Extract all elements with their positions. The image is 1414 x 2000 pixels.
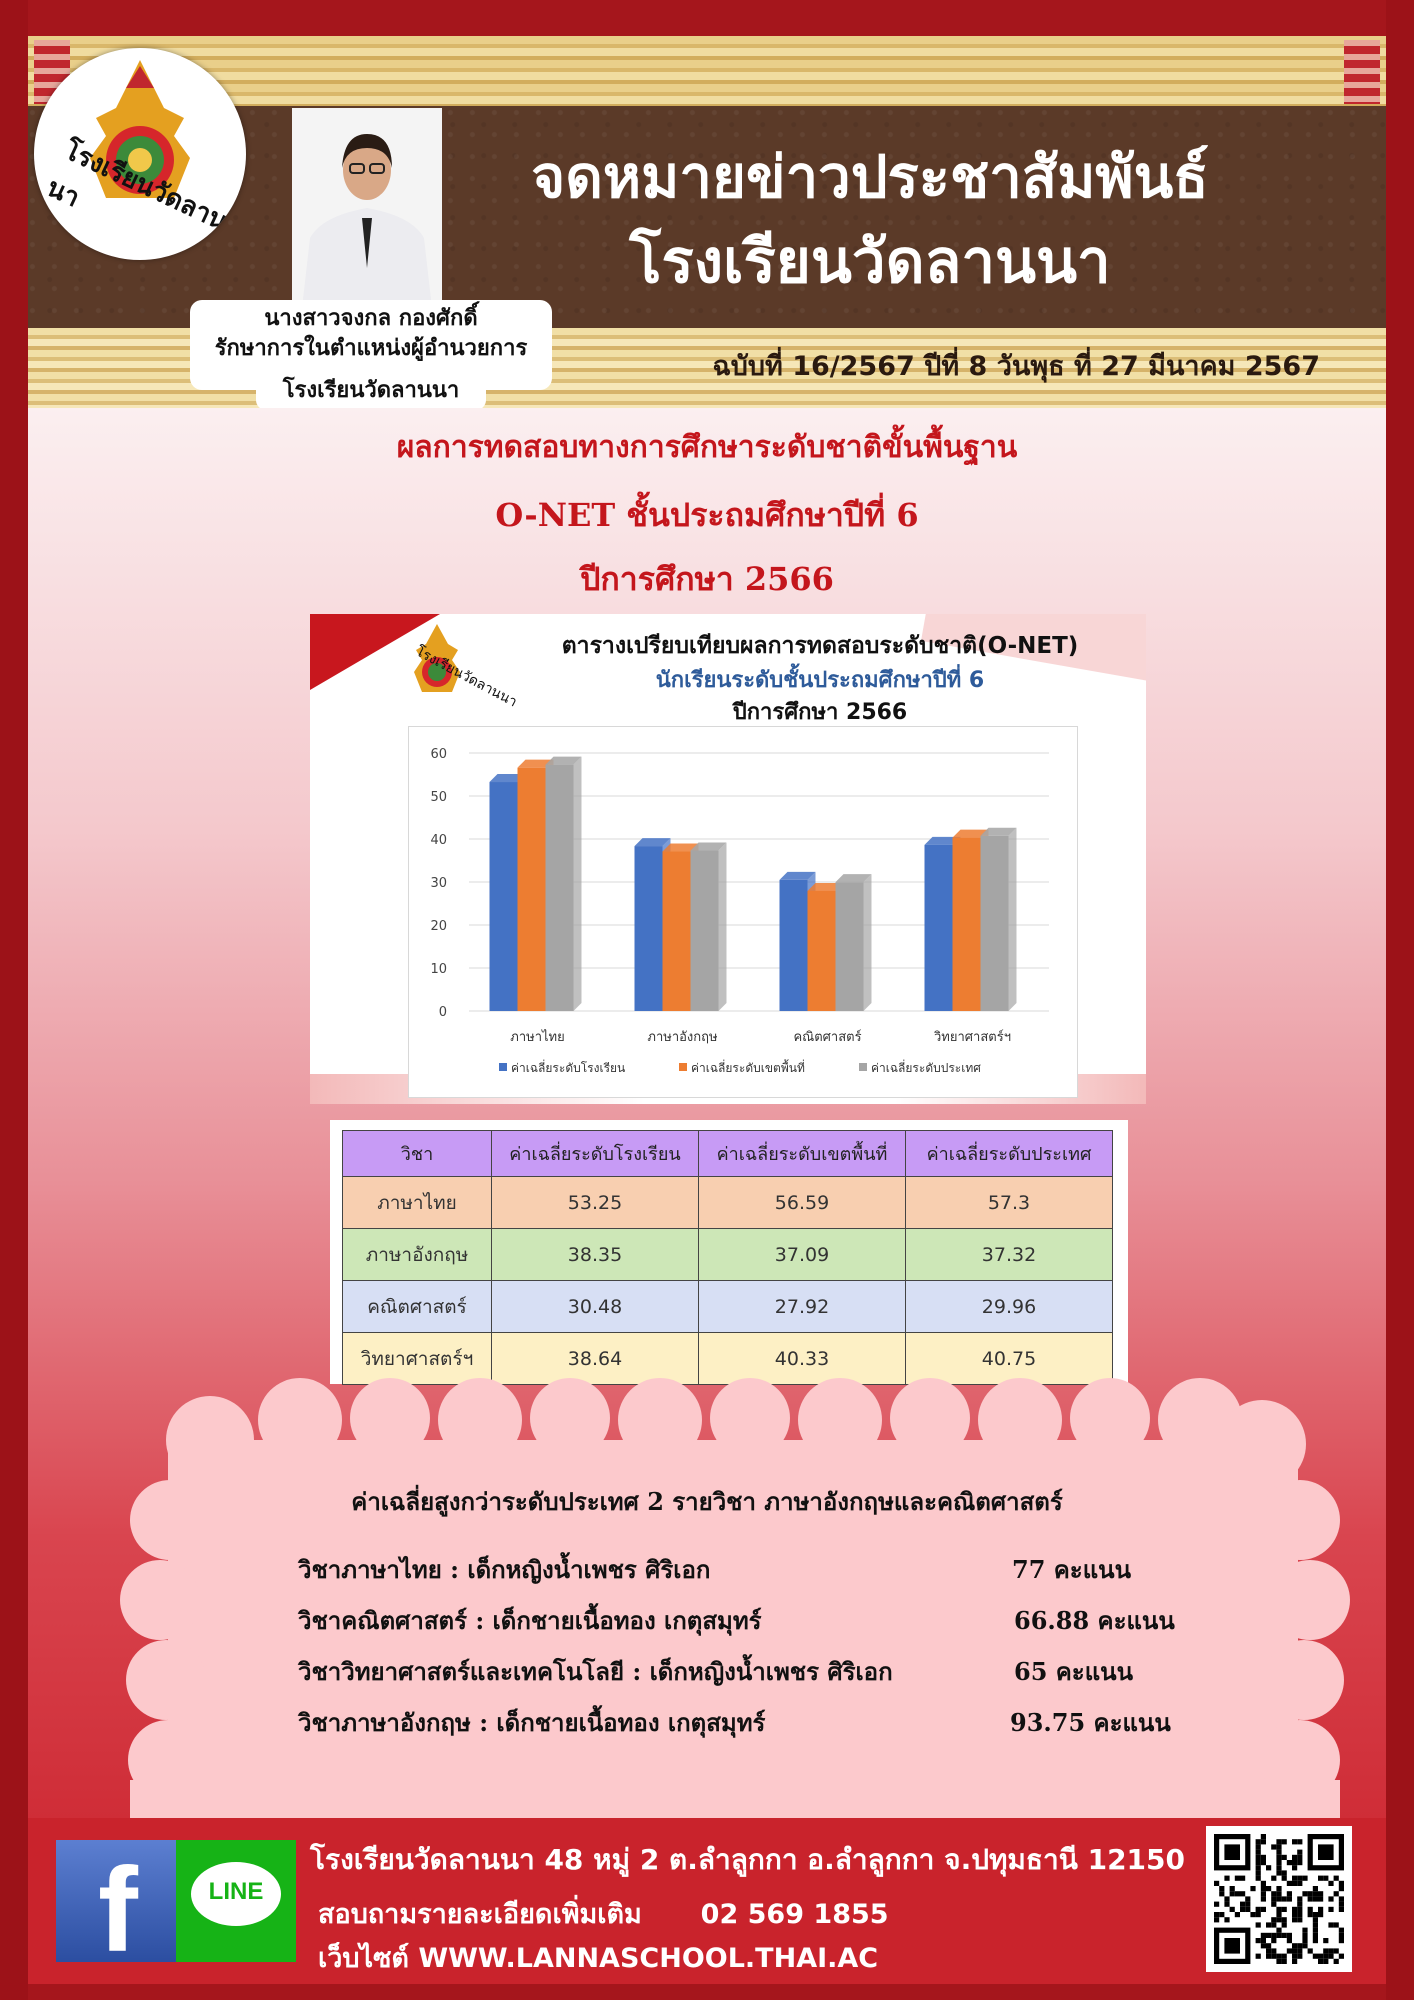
- summary-score: 66.88 คะแนน: [1014, 1606, 1175, 1635]
- chart-title: ตารางเปรียบเทียบผลการทดสอบระดับชาติ(O-NET): [561, 633, 1079, 659]
- cell-subject: ภาษาอังกฤษ: [343, 1229, 492, 1281]
- th-area-avg: ค่าเฉลี่ยระดับเขตพื้นที่: [699, 1131, 906, 1177]
- cell-subject: คณิตศาสตร์: [343, 1281, 492, 1333]
- cell-nation: 37.32: [906, 1229, 1113, 1281]
- footer-address: โรงเรียนวัดลานนา 48 หมู่ 2 ต.ลำลูกกา อ.ลำลูกกา จ.ปทุมธานี 12150: [310, 1843, 1185, 1876]
- y-tick-label: 0: [438, 1005, 447, 1020]
- phone-number[interactable]: 02 569 1855: [700, 1899, 889, 1930]
- summary-title: ค่าเฉลี่ยสูงกว่าระดับประเทศ 2 รายวิชา ภาษาอังกฤษและคณิตศาสตร์: [351, 1487, 1063, 1516]
- x-tick-label: วิทยาศาสตร์ฯ: [934, 1030, 1011, 1045]
- headline-line3: ปีการศึกษา 2566: [580, 560, 834, 598]
- chart-logo-text: โรงเรียนวัดลานนา: [412, 643, 520, 711]
- school-title: โรงเรียนวัดลานนา: [629, 227, 1111, 297]
- summary-score: 77 คะแนน: [1012, 1555, 1131, 1584]
- facebook-glyph: f: [98, 1843, 138, 1977]
- summary-score: 65 คะแนน: [1014, 1657, 1133, 1686]
- legend-label: ค่าเฉลี่ยระดับโรงเรียน: [511, 1061, 626, 1075]
- chart-subtitle: นักเรียนระดับชั้นประถมศึกษาปีที่ 6: [655, 668, 985, 693]
- cell-subject: ภาษาไทย: [343, 1177, 492, 1229]
- cell-area: 27.92: [699, 1281, 906, 1333]
- qr-code-graphic: [1206, 1826, 1352, 1972]
- summary-item: วิชาวิทยาศาสตร์และเทคโนโลยี : เด็กหญิงน้ำเพชร ศิริเอก: [298, 1657, 893, 1686]
- contact-label: สอบถามรายละเอียดเพิ่มเติม: [318, 1899, 642, 1930]
- y-tick-label: 20: [430, 919, 447, 934]
- headline-line1: ผลการทดสอบทางการศึกษาระดับชาติขั้นพื้นฐาน: [396, 430, 1018, 465]
- summary-score: 93.75 คะแนน: [1010, 1708, 1171, 1737]
- footer-website[interactable]: เว็บไซต์ WWW.LANNASCHOOL.THAI.AC: [318, 1943, 879, 1974]
- director-name: นางสาวจงกล กองศักดิ์: [264, 306, 478, 331]
- th-school-avg: ค่าเฉลี่ยระดับโรงเรียน: [492, 1131, 699, 1177]
- x-tick-label: คณิตศาสตร์: [793, 1030, 862, 1045]
- th-subject: วิชา: [343, 1131, 492, 1177]
- y-tick-label: 40: [430, 833, 447, 848]
- th-nation-avg: ค่าเฉลี่ยระดับประเทศ: [906, 1131, 1113, 1177]
- logo-text: โรงเรียนวัดลานนา: [42, 135, 232, 238]
- y-tick-label: 50: [430, 790, 447, 805]
- cell-nation: 40.75: [906, 1333, 1113, 1385]
- line-label: LINE: [208, 1878, 264, 1905]
- director-position: รักษาการในตำแหน่งผู้อำนวยการ: [214, 336, 528, 361]
- headline-line2: O-NET ชั้นประถมศึกษาปีที่ 6: [495, 496, 919, 534]
- x-tick-label: ภาษาอังกฤษ: [647, 1030, 718, 1045]
- cell-area: 56.59: [699, 1177, 906, 1229]
- cell-school: 38.64: [492, 1333, 699, 1385]
- summary-item: วิชาภาษาอังกฤษ : เด็กชายเนื้อทอง เกตุสมุทร์: [298, 1708, 766, 1737]
- legend-label: ค่าเฉลี่ยระดับประเทศ: [871, 1061, 981, 1075]
- newsletter-title: จดหมายข่าวประชาสัมพันธ์: [531, 143, 1209, 211]
- director-school: โรงเรียนวัดลานนา: [256, 376, 486, 410]
- cell-school: 38.35: [492, 1229, 699, 1281]
- summary-item: วิชาภาษาไทย : เด็กหญิงน้ำเพชร ศิริเอก: [298, 1555, 711, 1584]
- cell-nation: 57.3: [906, 1177, 1113, 1229]
- footer-contact: [318, 1892, 889, 1935]
- legend-label: ค่าเฉลี่ยระดับเขตพื้นที่: [691, 1061, 805, 1075]
- cell-school: 53.25: [492, 1177, 699, 1229]
- qr-code-icon[interactable]: [1206, 1826, 1352, 1972]
- cell-nation: 29.96: [906, 1281, 1113, 1333]
- summary-item: วิชาคณิตศาสตร์ : เด็กชายเนื้อทอง เกตุสมุทร์: [298, 1606, 762, 1635]
- cell-area: 37.09: [699, 1229, 906, 1281]
- chart-year: ปีการศึกษา 2566: [732, 700, 908, 725]
- x-tick-label: ภาษาไทย: [510, 1030, 565, 1045]
- cell-school: 30.48: [492, 1281, 699, 1333]
- y-tick-label: 30: [430, 876, 447, 891]
- cell-subject: วิทยาศาสตร์ฯ: [343, 1333, 492, 1385]
- issue-info: ฉบับที่ 16/2567 ปีที่ 8 วันพุธ ที่ 27 มีนาคม 2567: [712, 351, 1320, 382]
- y-tick-label: 60: [430, 747, 447, 762]
- cell-area: 40.33: [699, 1333, 906, 1385]
- y-tick-label: 10: [430, 962, 447, 977]
